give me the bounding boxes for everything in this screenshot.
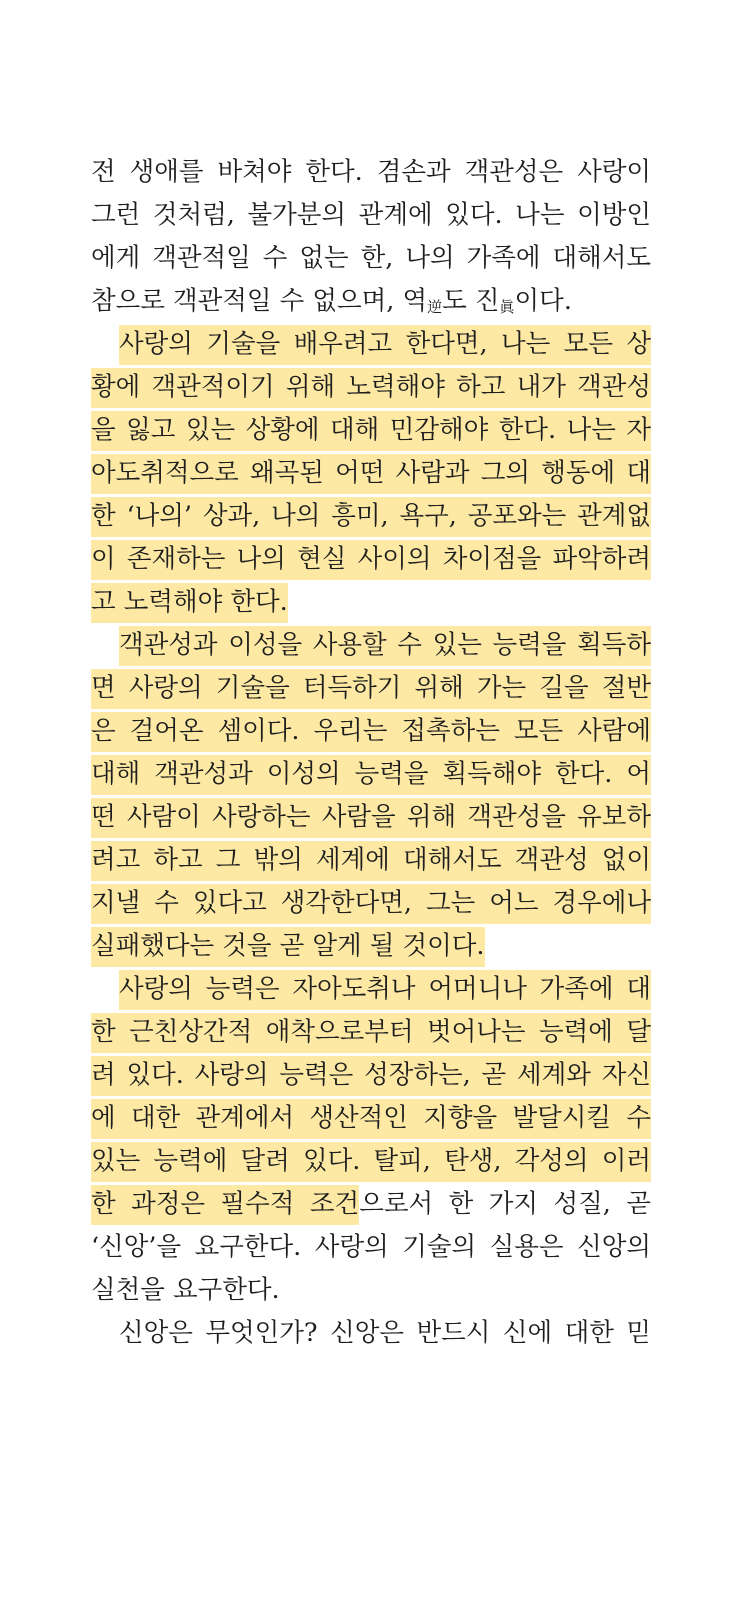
highlighted-text[interactable]: 려 있다. 사랑의 능력은 성장하는, 곧 세계와 자신 xyxy=(91,1056,651,1096)
text-line xyxy=(91,753,651,796)
text-line xyxy=(91,624,651,667)
highlighted-text[interactable]: 떤 사람이 사랑하는 사람을 위해 객관성을 유보하 xyxy=(91,798,651,838)
paragraph xyxy=(91,1312,651,1355)
highlighted-text[interactable]: 있는 능력에 달려 있다. 탈피, 탄생, 각성의 이러 xyxy=(91,1142,651,1182)
highlighted-text[interactable]: 고 노력해야 한다. xyxy=(91,583,288,623)
hanja-annotation: 眞 xyxy=(499,298,515,316)
highlighted-text[interactable]: 객관성과 이성을 사용할 수 있는 능력을 획득하 xyxy=(119,626,651,666)
text-line xyxy=(91,925,651,968)
highlighted-text[interactable]: 한 근친상간적 애착으로부터 벗어나는 능력에 달 xyxy=(91,1013,651,1053)
text-line xyxy=(91,796,651,839)
text-line xyxy=(91,1269,651,1312)
text-line xyxy=(91,1011,651,1054)
text-segment: 참으로 객관적일 수 없으며, 역 xyxy=(91,286,428,316)
text-segment: 이다. xyxy=(514,286,572,316)
text-line xyxy=(91,1226,651,1269)
text-line xyxy=(91,1097,651,1140)
text-segment: 신앙은 무엇인가? 신앙은 반드시 신에 대한 믿 xyxy=(119,1318,651,1348)
highlighted-text[interactable]: 황에 객관적이기 위해 노력해야 하고 내가 객관성 xyxy=(91,368,651,408)
text-line xyxy=(91,366,651,409)
text-line xyxy=(91,710,651,753)
text-line xyxy=(91,280,651,323)
highlighted-text[interactable]: 사랑의 기술을 배우려고 한다면, 나는 모든 상 xyxy=(119,325,651,365)
highlighted-text[interactable]: 지낼 수 있다고 생각한다면, 그는 어느 경우에나 xyxy=(91,884,651,924)
text-segment: 도 진 xyxy=(442,286,500,316)
text-line xyxy=(91,323,651,366)
text-segment: 전 생애를 바쳐야 한다. 겸손과 객관성은 사랑이 xyxy=(91,157,651,187)
highlighted-text[interactable]: 면 사랑의 기술을 터득하기 위해 가는 길을 절반 xyxy=(91,669,651,709)
text-line xyxy=(91,452,651,495)
highlighted-text[interactable]: 을 잃고 있는 상황에 대해 민감해야 한다. 나는 자 xyxy=(91,411,651,451)
text-line xyxy=(91,538,651,581)
text-line xyxy=(91,1140,651,1183)
text-line xyxy=(91,968,651,1011)
text-line xyxy=(91,882,651,925)
highlighted-text[interactable]: 한 과정은 필수적 조건 xyxy=(91,1185,359,1225)
highlighted-text[interactable]: 한 ‘나의’ 상과, 나의 흥미, 욕구, 공포와는 관계없 xyxy=(91,497,651,537)
text-line xyxy=(91,667,651,710)
highlighted-text[interactable]: 려고 하고 그 밖의 세계에 대해서도 객관성 없이 xyxy=(91,841,651,881)
text-line xyxy=(91,1312,651,1355)
text-line xyxy=(91,1183,651,1226)
text-line xyxy=(91,151,651,194)
text-segment: 에게 객관적일 수 없는 한, 나의 가족에 대해서도 xyxy=(91,243,651,273)
paragraph xyxy=(91,624,651,968)
paragraph xyxy=(91,968,651,1312)
highlighted-text[interactable]: 대해 객관성과 이성의 능력을 획득해야 한다. 어 xyxy=(91,755,651,795)
text-segment: 실천을 요구한다. xyxy=(91,1275,280,1305)
highlighted-text[interactable]: 실패했다는 것을 곧 알게 될 것이다. xyxy=(91,927,485,967)
text-line xyxy=(91,194,651,237)
text-segment: 그런 것처럼, 불가분의 관계에 있다. 나는 이방인 xyxy=(91,200,651,230)
paragraph xyxy=(91,323,651,624)
highlighted-text[interactable]: 에 대한 관계에서 생산적인 지향을 발달시킬 수 xyxy=(91,1099,651,1139)
highlighted-text[interactable]: 이 존재하는 나의 현실 사이의 차이점을 파악하려 xyxy=(91,540,651,580)
highlighted-text[interactable]: 아도취적으로 왜곡된 어떤 사람과 그의 행동에 대 xyxy=(91,454,651,494)
text-line xyxy=(91,409,651,452)
text-line xyxy=(91,1054,651,1097)
text-line xyxy=(91,237,651,280)
text-line xyxy=(91,495,651,538)
highlighted-text[interactable]: 사랑의 능력은 자아도취나 어머니나 가족에 대 xyxy=(119,970,651,1010)
text-line xyxy=(91,839,651,882)
hanja-annotation: 逆 xyxy=(427,298,443,316)
text-segment: ‘신앙’을 요구한다. 사랑의 기술의 실용은 신앙의 xyxy=(91,1232,651,1262)
highlighted-text[interactable]: 은 걸어온 셈이다. 우리는 접촉하는 모든 사람에 xyxy=(91,712,651,752)
ebook-page xyxy=(91,151,651,1355)
text-segment: 으로서 한 가지 성질, 곧 xyxy=(359,1189,652,1219)
paragraph xyxy=(91,151,651,323)
text-line xyxy=(91,581,651,624)
